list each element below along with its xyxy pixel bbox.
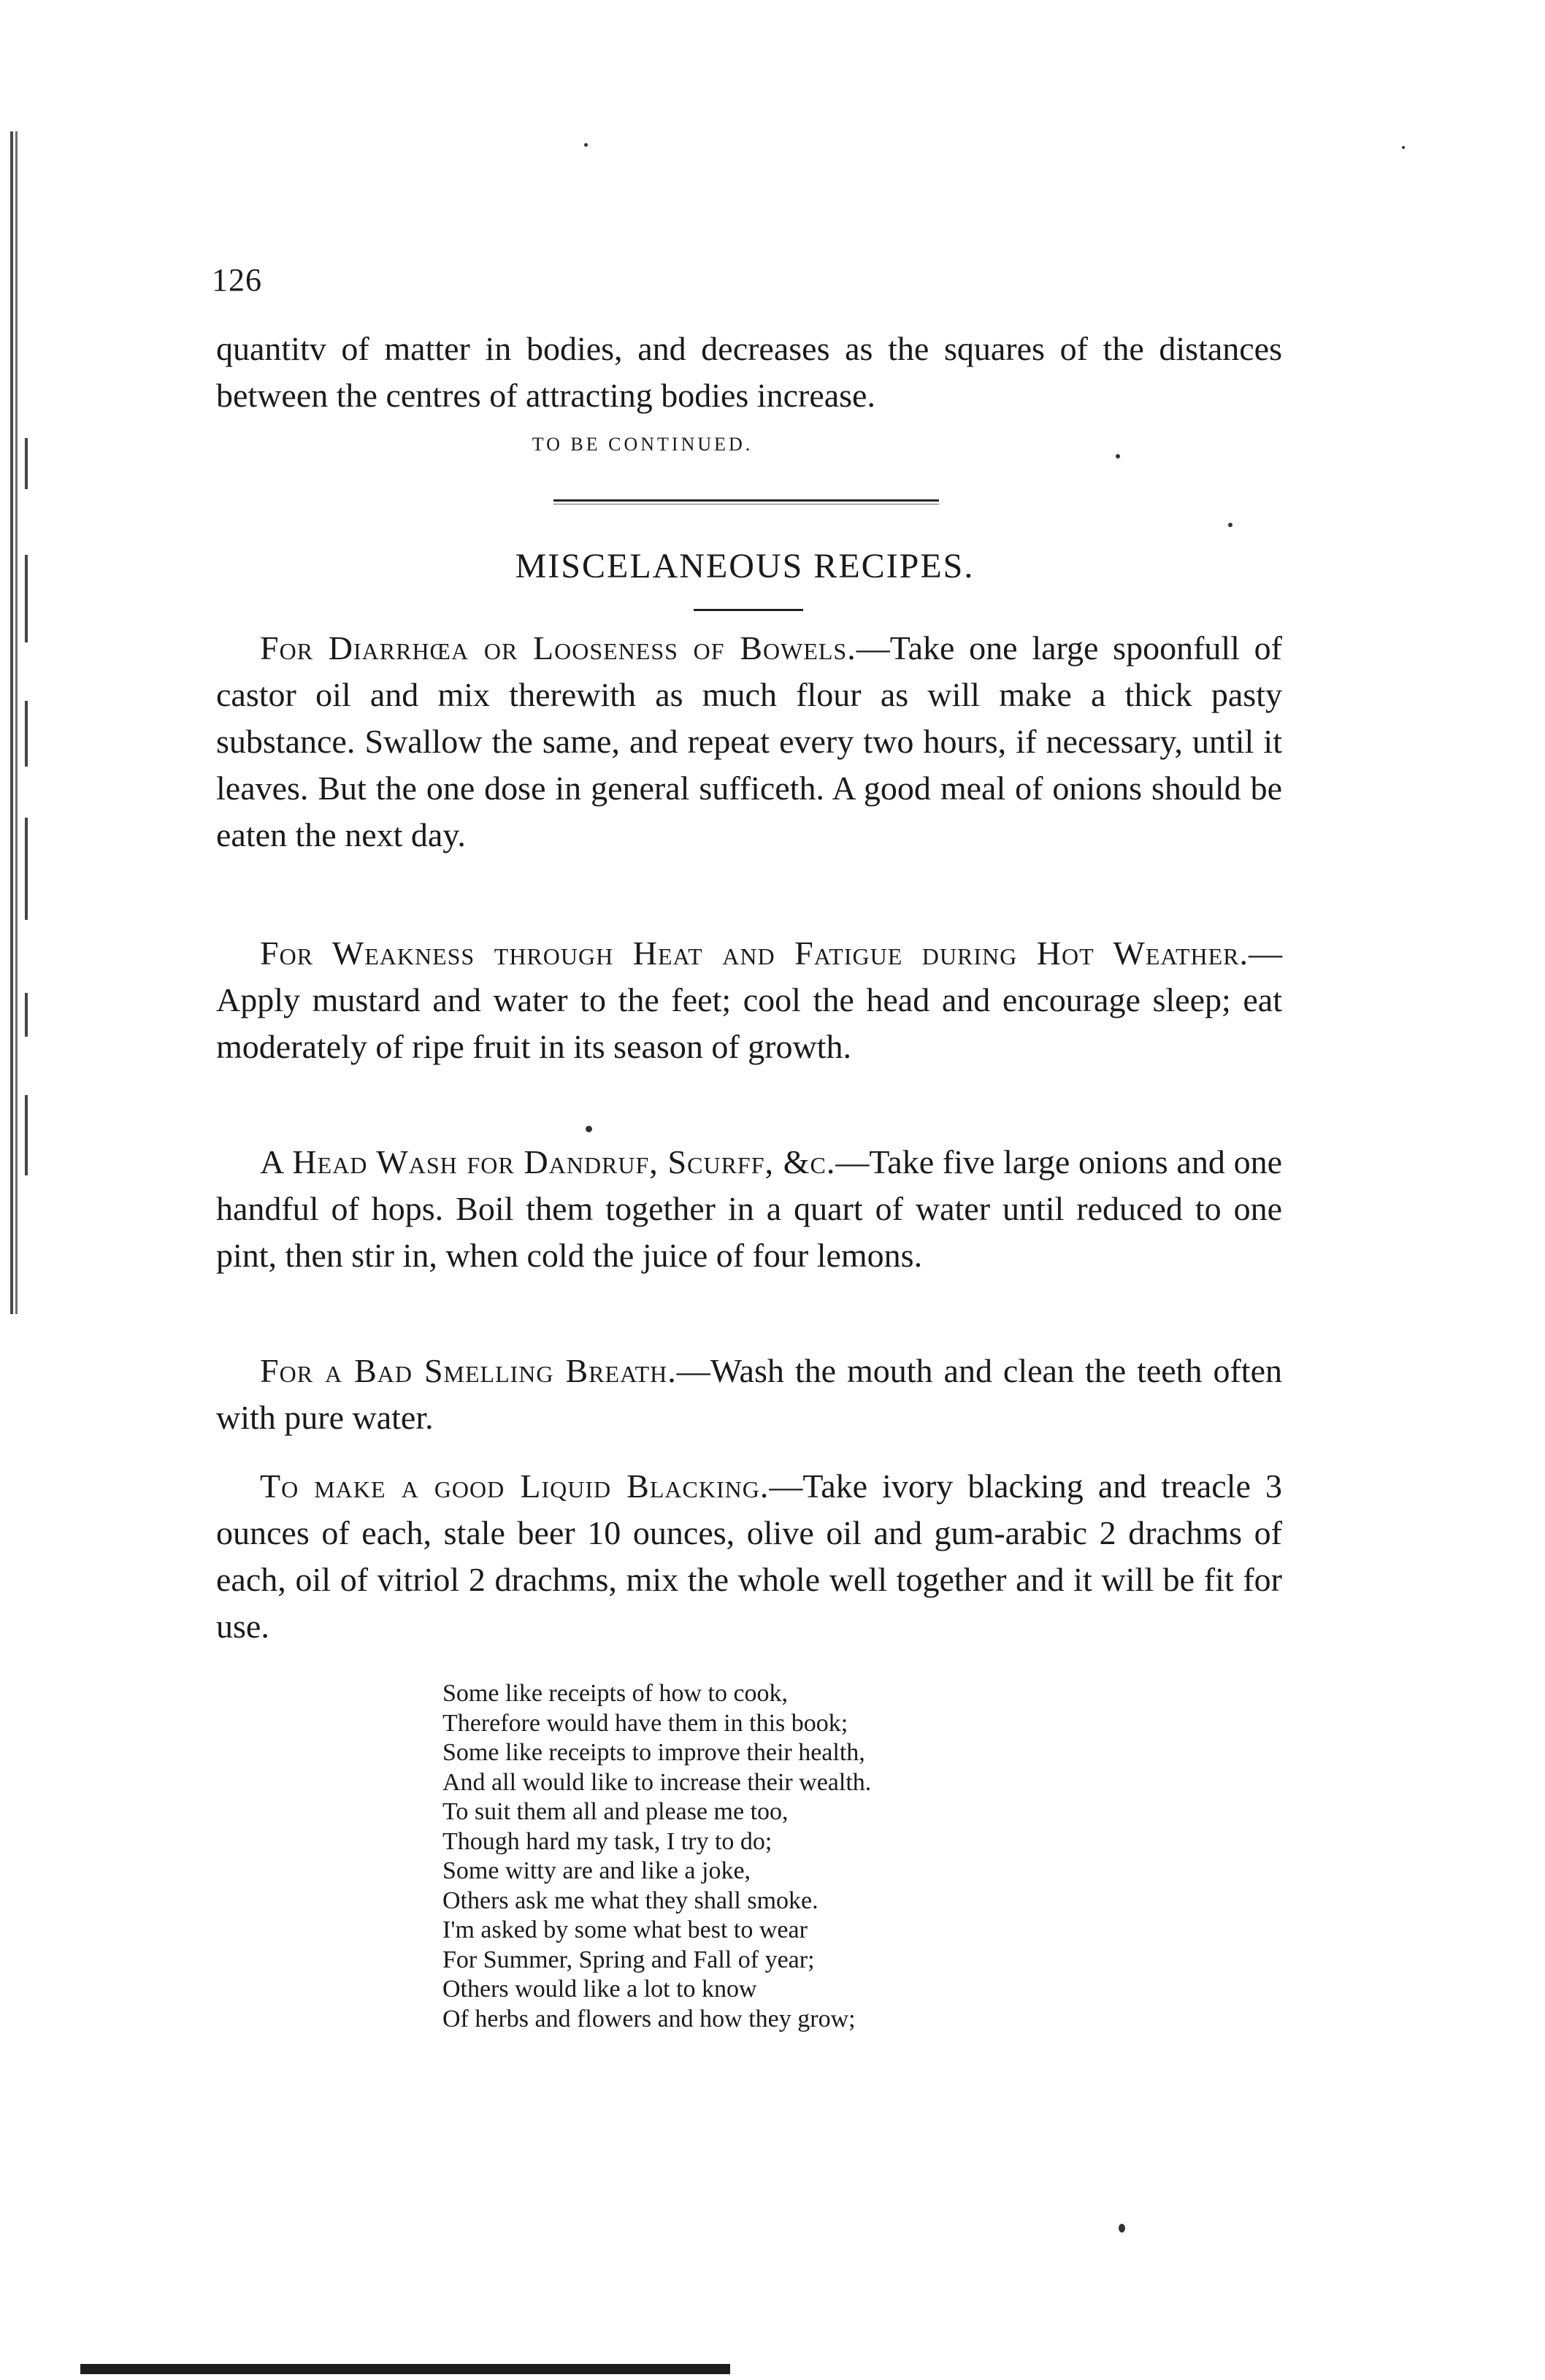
speck [1402, 146, 1405, 149]
recipe-paragraph [216, 1348, 1282, 1441]
recipe-body: —Wash the mouth and clean the teeth often with pure water. [216, 1352, 1282, 1436]
bottom-rule [80, 2364, 730, 2374]
recipe-paragraph [216, 930, 1282, 1070]
recipe-body: —Take five large onions and one handful of hops. Boil them together in a quart of water until reduced to one pint, then stir in, when cold the juice of four lemons. [216, 1143, 1282, 1274]
recipe-heading: For Diarrhœa or Looseness of Bowels. [260, 629, 856, 667]
poem [442, 1679, 1100, 2034]
recipe-weakness [216, 930, 1282, 1070]
page-edge-shadow [10, 131, 18, 1314]
page-number: 126 [212, 262, 262, 298]
poem-line: I'm asked by some what best to wear [442, 1916, 808, 1943]
poem-line: Some witty are and like a joke, [442, 1857, 751, 1884]
recipe-body: —Apply mustard and water to the feet; cool the head and encourage sleep; eat moderately of ripe fruit in its season of growth. [216, 934, 1282, 1065]
poem-line: Of herbs and flowers and how they grow; [442, 2005, 856, 2032]
recipe-liquid-blacking [216, 1463, 1282, 1650]
poem-line: Others ask me what they shall smoke. [442, 1886, 818, 1914]
recipe-body: —Take ivory blacking and treacle 3 ounces of each, stale beer 10 ounces, olive oil and gum-arabic 2 drachms of each, oil of vitriol 2 drachms, mix the whole well together and it will be fit for use. [216, 1467, 1282, 1645]
recipe-heading: For a Bad Smelling Breath. [260, 1352, 677, 1389]
poem-line: Though hard my task, I try to do; [442, 1827, 772, 1855]
recipe-diarrhoea [216, 625, 1282, 859]
speck [584, 143, 588, 147]
recipe-heading: For Weakness through Heat and Fatigue during Hot Weather. [260, 934, 1249, 972]
speck [1228, 523, 1232, 527]
poem-line: And all would like to increase their wealth. [442, 1768, 872, 1796]
poem-line: For Summer, Spring and Fall of year; [442, 1946, 815, 1973]
poem-line: Some like receipts to improve their health, [442, 1739, 865, 1766]
section-rule-top [553, 499, 939, 502]
poem-line: Others would like a lot to know [442, 1976, 757, 2003]
speck [586, 1126, 592, 1132]
recipe-body: —Take one large spoonfull of castor oil and mix therewith as much flour as will make a thick pasty substance. Swallow the same, and repeat every two hours, if necessary, until it leaves. But the one dose in general sufficeth. A good meal of onions should be eaten the next day. [216, 629, 1282, 853]
continuation-block [216, 326, 1282, 419]
recipe-paragraph [216, 625, 1282, 859]
poem-line: Some like receipts of how to cook, [442, 1680, 789, 1707]
recipe-paragraph [216, 1139, 1282, 1279]
recipe-bad-breath [216, 1348, 1282, 1441]
to-be-continued: TO BE CONTINUED. [532, 434, 754, 455]
recipe-heading: To make a good Liquid Blacking. [260, 1467, 770, 1505]
section-title: MISCELANEOUS RECIPES. [515, 547, 975, 586]
poem-line: Therefore would have them in this book; [442, 1709, 848, 1737]
continuation-paragraph: quantitv of matter in bodies, and decreases as the squares of the distances between the centres of attracting bodies increase. [216, 330, 1282, 414]
recipe-paragraph [216, 1463, 1282, 1650]
speck [1119, 2224, 1125, 2233]
recipe-head-wash [216, 1139, 1282, 1279]
section-rule-mid [694, 609, 803, 611]
recipe-heading: A Head Wash for Dandruf, Scurff, &c. [260, 1143, 836, 1181]
poem-line: To suit them all and please me too, [442, 1798, 789, 1825]
